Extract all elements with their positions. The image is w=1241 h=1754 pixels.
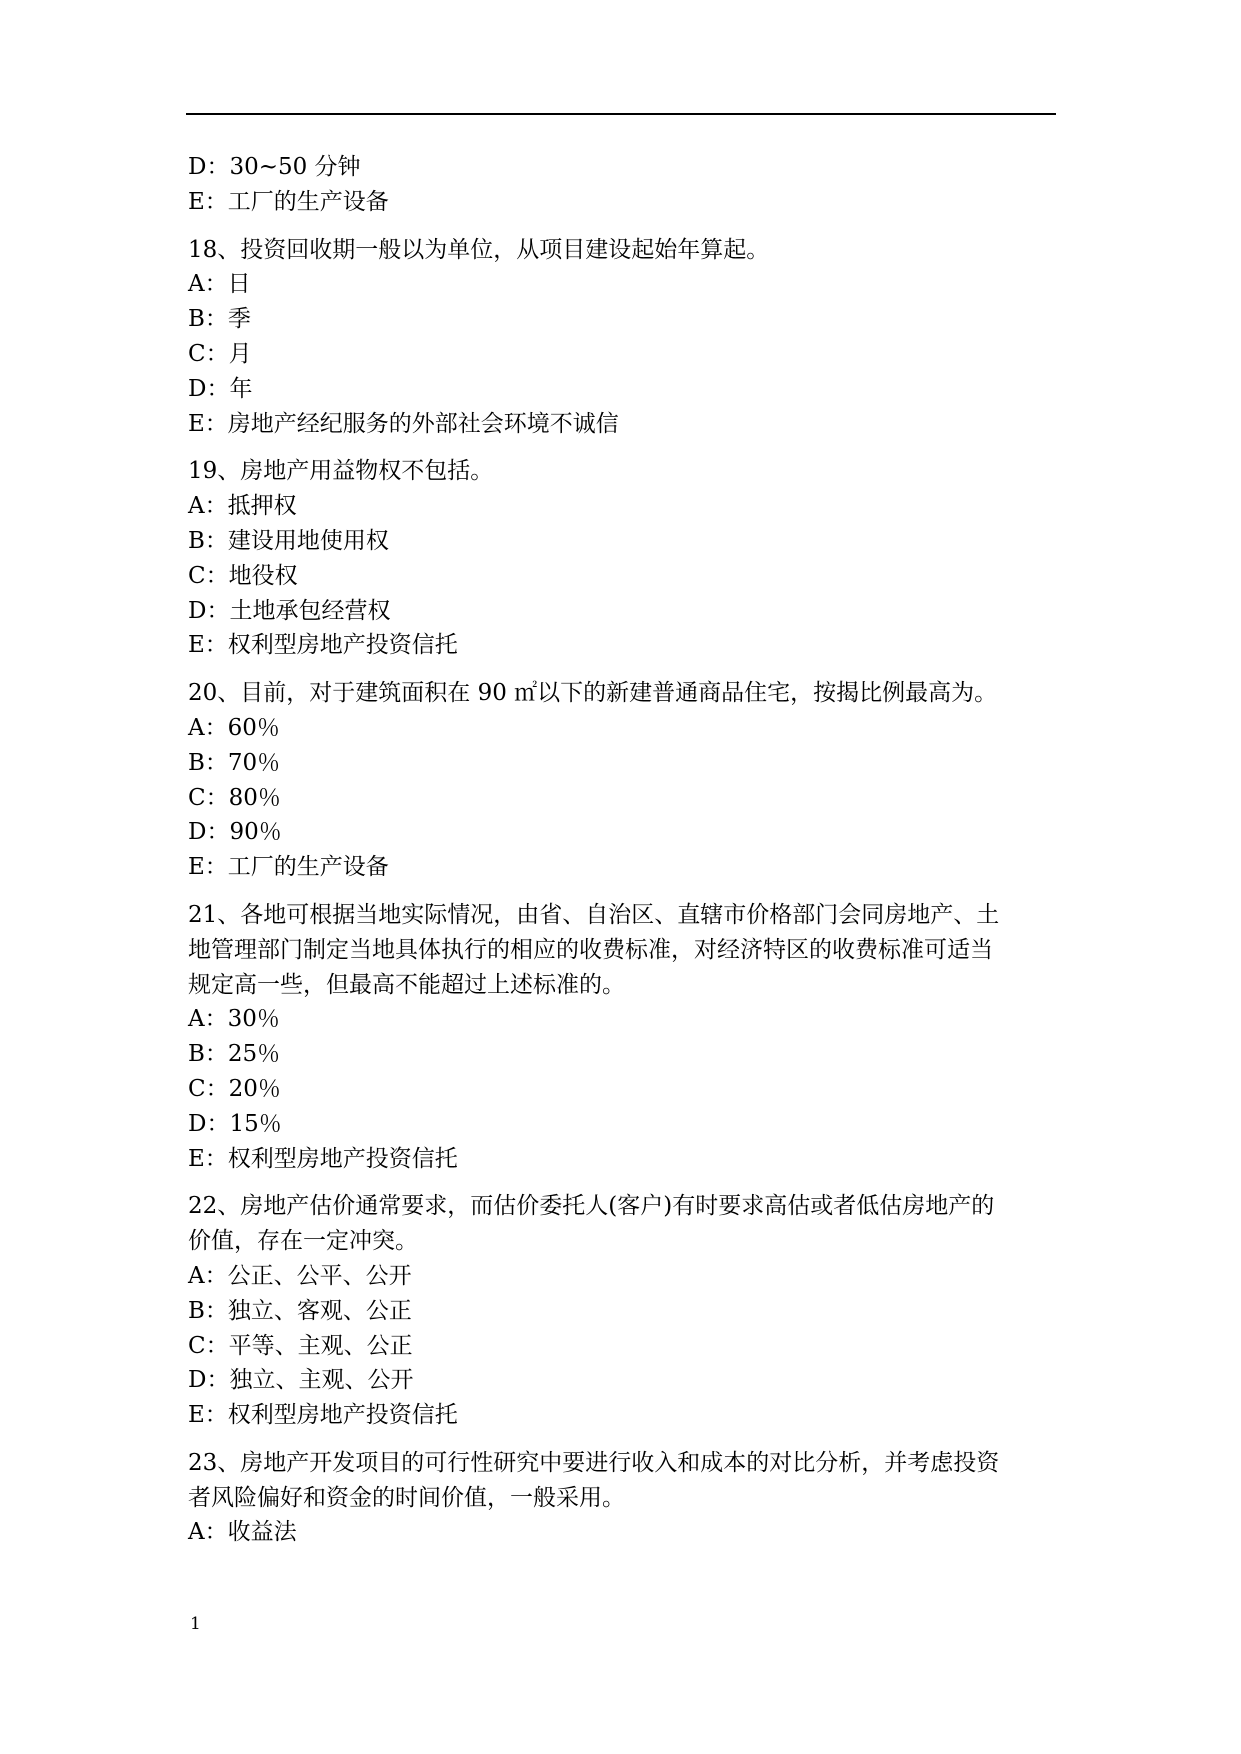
answer-option: B：季 — [188, 306, 251, 333]
answer-option: D：独立、主观、公开 — [188, 1367, 414, 1394]
answer-option: A：公正、公平、公开 — [188, 1262, 412, 1289]
answer-option: C：平等、主观、公正 — [188, 1332, 413, 1359]
question-text: 19、房地产用益物权不包括。 — [188, 458, 494, 485]
question-text: 21、各地可根据当地实际情况，由省、自治区、直辖市价格部门会同房地产、土 — [188, 901, 1000, 928]
question-text: 18、投资回收期一般以为单位，从项目建设起始年算起。 — [188, 236, 770, 263]
answer-option: C：月 — [188, 340, 252, 367]
document-body — [188, 150, 1068, 1550]
question-text: 者风险偏好和资金的时间价值，一般采用。 — [188, 1484, 625, 1511]
answer-option: A：收益法 — [188, 1519, 297, 1546]
question-block — [188, 676, 1068, 885]
question-text: 23、房地产开发项目的可行性研究中要进行收入和成本的对比分析，并考虑投资 — [188, 1449, 1000, 1476]
answer-option: C：地役权 — [188, 562, 298, 589]
answer-option: C：80％ — [188, 784, 281, 811]
question-text: 价值，存在一定冲突。 — [188, 1228, 418, 1255]
block-gap — [188, 220, 1068, 233]
answer-option: A：60％ — [188, 714, 280, 741]
answer-option: A：日 — [188, 271, 251, 298]
answer-option: D：30~50 分钟 — [188, 154, 361, 180]
question-text: 20、目前，对于建筑面积在 90 ㎡以下的新建普通商品住宅，按揭比例最高为。 — [188, 680, 998, 707]
page-number: 1 — [190, 1614, 201, 1634]
answer-option: B：25％ — [188, 1041, 281, 1068]
answer-option: D：土地承包经营权 — [188, 597, 391, 624]
answer-option: D：年 — [188, 375, 253, 402]
question-continuation — [188, 150, 1068, 220]
question-text: 地管理部门制定当地具体执行的相应的收费标准，对经济特区的收费标准可适当 — [188, 936, 993, 963]
question-block — [188, 454, 1068, 663]
answer-option: E：权利型房地产投资信托 — [188, 1145, 458, 1172]
question-text: 规定高一些，但最高不能超过上述标准的。 — [188, 971, 625, 998]
answer-option: D：15％ — [188, 1110, 282, 1137]
answer-option: B：70％ — [188, 749, 281, 776]
block-gap — [188, 663, 1068, 676]
question-block — [188, 233, 1068, 442]
block-gap — [188, 441, 1068, 454]
answer-option: A：30％ — [188, 1006, 280, 1033]
question-block — [188, 898, 1068, 1176]
answer-option: B：建设用地使用权 — [188, 527, 389, 554]
block-gap — [188, 1433, 1068, 1446]
answer-option: E：房地产经纪服务的外部社会环境不诚信 — [188, 410, 619, 437]
question-block — [188, 1446, 1068, 1550]
answer-option: D：90％ — [188, 819, 282, 846]
answer-option: E：权利型房地产投资信托 — [188, 632, 458, 659]
header-rule — [186, 113, 1056, 115]
answer-option: E：工厂的生产设备 — [188, 854, 389, 881]
answer-option: E：权利型房地产投资信托 — [188, 1402, 458, 1429]
answer-option: E：工厂的生产设备 — [188, 188, 389, 215]
answer-option: A：抵押权 — [188, 493, 297, 520]
answer-option: B：独立、客观、公正 — [188, 1297, 412, 1324]
answer-option: C：20％ — [188, 1075, 281, 1102]
block-gap — [188, 1176, 1068, 1189]
question-block — [188, 1189, 1068, 1433]
question-text: 22、房地产估价通常要求，而估价委托人(客户)有时要求高估或者低估房地产的 — [188, 1193, 995, 1220]
block-gap — [188, 885, 1068, 898]
